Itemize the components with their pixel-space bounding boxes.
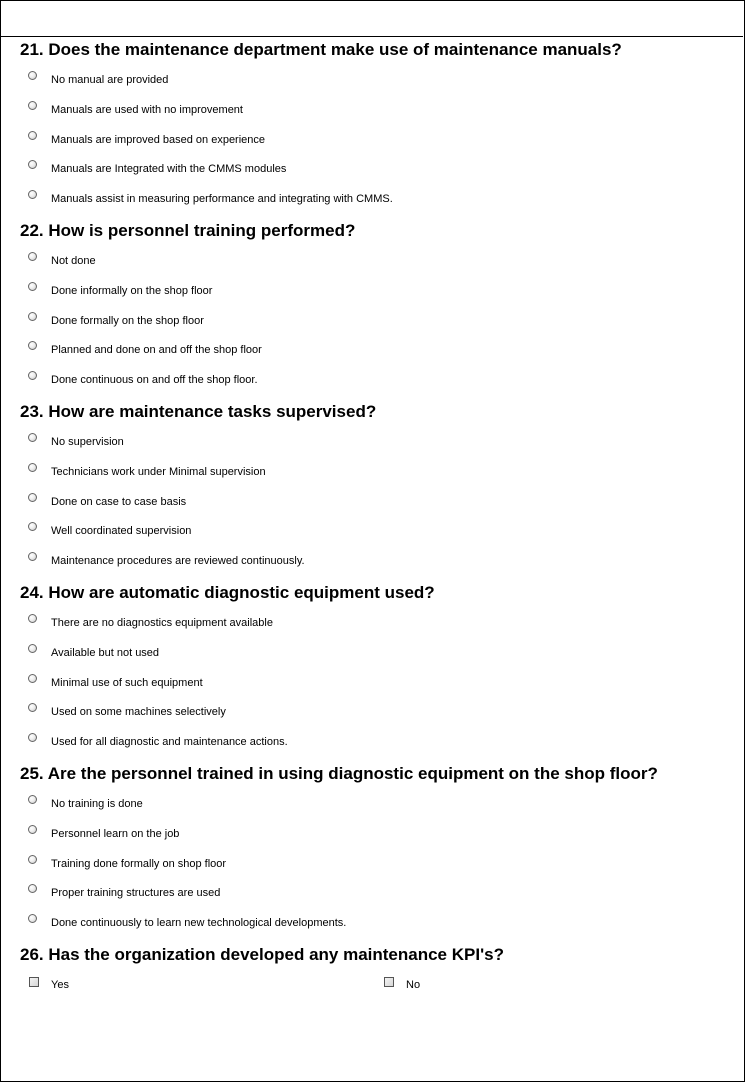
option-list (20, 604, 735, 753)
option-item[interactable] (20, 331, 735, 361)
radio-button[interactable] (28, 341, 37, 350)
radio-button[interactable] (28, 131, 37, 140)
option-item[interactable] (20, 61, 735, 91)
option-item[interactable] (20, 723, 735, 753)
option-list (20, 61, 735, 210)
radio-button[interactable] (28, 825, 37, 834)
radio-button[interactable] (28, 614, 37, 623)
option-item[interactable] (20, 512, 735, 542)
spacer (20, 753, 735, 762)
radio-button[interactable] (28, 795, 37, 804)
option-label: Manuals are used with no improvement (51, 103, 243, 116)
question-26 (20, 943, 735, 996)
question-title: 26. Has the organization developed any maintenance KPI's? (20, 944, 504, 964)
option-item[interactable] (20, 242, 735, 272)
question-title: 22. How is personnel training performed? (20, 220, 356, 240)
option-item[interactable] (20, 91, 735, 121)
radio-button[interactable] (28, 282, 37, 291)
option-item[interactable] (20, 874, 735, 904)
option-item[interactable] (20, 180, 735, 210)
question-title: 25. Are the personnel trained in using diagnostic equipment on the shop floor? (20, 763, 658, 783)
option-label: Minimal use of such equipment (51, 676, 203, 689)
no-option[interactable] (375, 966, 420, 996)
spacer (20, 391, 735, 400)
option-item[interactable] (20, 815, 735, 845)
option-label: No training is done (51, 797, 143, 810)
option-label: Available but not used (51, 646, 160, 659)
question-23 (20, 400, 735, 572)
option-label: No supervision (51, 435, 124, 448)
radio-button[interactable] (28, 493, 37, 502)
option-label: Training done formally on shop floor (51, 857, 227, 870)
option-label: Used on some machines selectively (51, 706, 226, 719)
option-label: Done formally on the shop floor (51, 314, 204, 327)
option-label: Planned and done on and off the shop floor (51, 344, 262, 357)
radio-button[interactable] (28, 101, 37, 110)
option-item[interactable] (20, 904, 735, 934)
option-label: Done on case to case basis (51, 495, 187, 508)
radio-button[interactable] (28, 71, 37, 80)
option-label: Done continuous on and off the shop floor. (51, 374, 258, 387)
option-label: Personnel learn on the job (51, 827, 180, 840)
option-list (20, 242, 735, 391)
top-header-bar (0, 0, 743, 37)
option-item[interactable] (20, 483, 735, 513)
question-22 (20, 219, 735, 391)
radio-button[interactable] (28, 914, 37, 923)
radio-button[interactable] (28, 433, 37, 442)
option-item[interactable] (20, 785, 735, 815)
option-item[interactable] (20, 150, 735, 180)
radio-button[interactable] (28, 733, 37, 742)
option-label: No manual are provided (51, 74, 169, 86)
radio-button[interactable] (28, 160, 37, 169)
option-item[interactable] (20, 604, 735, 634)
option-label: There are no diagnostics equipment available (51, 616, 273, 629)
option-item[interactable] (20, 664, 735, 694)
question-title: 21. Does the maintenance department make use of maintenance manuals? (20, 40, 622, 59)
option-item[interactable] (20, 423, 735, 453)
option-label: Not done (51, 254, 96, 267)
option-label: Proper training structures are used (51, 887, 221, 900)
option-item[interactable] (20, 302, 735, 332)
no-label: No (406, 978, 421, 991)
radio-button[interactable] (28, 644, 37, 653)
yes-option[interactable] (20, 966, 69, 996)
option-item[interactable] (20, 693, 735, 723)
spacer (20, 934, 735, 943)
option-label: Well coordinated supervision (51, 525, 192, 538)
option-label: Manuals are Integrated with the CMMS modules (51, 163, 287, 176)
option-label: Done informally on the shop floor (51, 284, 213, 297)
option-item[interactable] (20, 845, 735, 875)
question-title: 23. How are maintenance tasks supervised? (20, 401, 377, 421)
option-label: Used for all diagnostic and maintenance actions. (51, 736, 288, 749)
radio-button[interactable] (28, 552, 37, 561)
question-24 (20, 581, 735, 753)
radio-button[interactable] (28, 252, 37, 261)
radio-button[interactable] (28, 884, 37, 893)
spacer (20, 572, 735, 581)
option-item[interactable] (20, 361, 735, 391)
radio-button[interactable] (28, 312, 37, 321)
radio-button[interactable] (28, 855, 37, 864)
option-label: Manuals are improved based on experience (51, 133, 266, 146)
option-list (20, 423, 735, 572)
option-label: Technicians work under Minimal supervision (51, 465, 266, 478)
option-item[interactable] (20, 542, 735, 572)
question-21 (20, 38, 735, 210)
radio-button[interactable] (28, 463, 37, 472)
question-25 (20, 762, 735, 934)
question-title: 24. How are automatic diagnostic equipment used? (20, 582, 435, 602)
option-list (20, 785, 735, 934)
radio-button[interactable] (28, 674, 37, 683)
option-item[interactable] (20, 121, 735, 151)
option-label: Manuals assist in measuring performance and integrating with CMMS. (51, 193, 393, 206)
radio-button[interactable] (28, 371, 37, 380)
option-item[interactable] (20, 634, 735, 664)
option-label: Maintenance procedures are reviewed continuously. (51, 555, 305, 568)
radio-button[interactable] (28, 703, 37, 712)
radio-button[interactable] (28, 522, 37, 531)
checkbox-row (20, 966, 735, 996)
no-checkbox[interactable] (384, 977, 394, 987)
yes-label: Yes (51, 978, 69, 991)
yes-checkbox[interactable] (29, 977, 39, 987)
option-item[interactable] (20, 453, 735, 483)
questionnaire (20, 38, 735, 996)
radio-button[interactable] (28, 190, 37, 199)
spacer (20, 210, 735, 219)
option-item[interactable] (20, 272, 735, 302)
option-label: Done continuously to learn new technological developments. (51, 917, 347, 930)
